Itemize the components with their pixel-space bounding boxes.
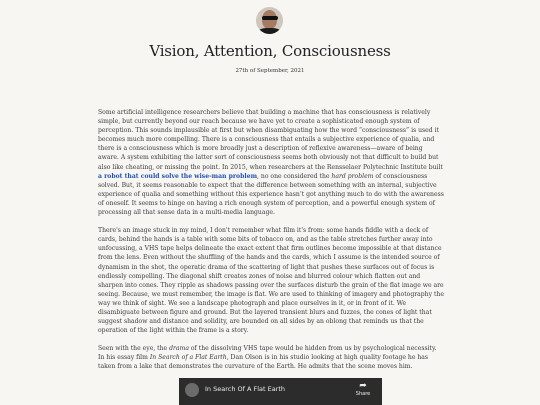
- film-title-emphasis: In Search of a Flat Earth: [149, 354, 227, 362]
- paragraph-3-text-a: Seen with the eye, the: [98, 345, 170, 353]
- wise-man-robot-link[interactable]: a robot that could solve the wise-man problem: [98, 172, 258, 180]
- share-label: Share: [355, 391, 371, 397]
- share-button[interactable]: [352, 381, 374, 397]
- paragraph-3-text-c: , Dan Olson is in his studio looking at high quality footage he has taken from a lake that demonstrates the curvature of the Earth. He admits that the scene moves him.: [98, 354, 429, 371]
- article-body: [98, 108, 444, 381]
- channel-avatar-icon: [185, 383, 199, 397]
- drama-emphasis: drama: [169, 345, 189, 353]
- post-date: 27th of September, 2021: [235, 68, 305, 74]
- paragraph-1-text-c: of consciousness solved. But, it seems reasonable to expect that the difference between something with an internal, subjective experience of qualia and something without this experience hasn’t got anything much to do with the awareness of oneself. It seems to hinge on having a rich enough system of perception, and a powerful enough system of processing all that sense data in a multi-media language.: [98, 172, 444, 217]
- video-title[interactable]: In Search Of A Flat Earth: [205, 385, 286, 393]
- share-arrow-icon: ➦: [359, 381, 367, 391]
- video-embed[interactable]: [179, 378, 382, 405]
- paragraph-1: [98, 108, 444, 217]
- paragraph-2: There's an image stuck in my mind, I don't remember what film it's from: some hands fiddle with a deck of cards, behind the hands is a table with some bits of tobacco on, and as the table stretches further away into unfocussing, a VHS tape helps delineate the exact extent that firm outlines become impossible at that distance from the lens. Even without the shuffling of the hands and the cards, which I assume is the intended source of dynamism in the shot, the operatic drama of the scattering of light that pushes these surfaces out of focus is endlessly compelling. The diagonal shift creates zones of noise and blurred colour which flatten out and sharpen into cones. They ripple as shadows passing over the surfaces disturb the grain of the flat image we are seeing. Because, we must remember, the image is flat. We are used to thinking of imagery and photography the way we think of sight. We see a landscape photograph and place ourselves in it, or in front of it. We disambiguate between figure and ground. But the layered transient blurs and fuzzes, the cones of light that suggest shadow and distance and solidity, are bounded on all sides by an oblong that reminds us that the operation of the light within the frame is a story.: [98, 227, 444, 335]
- paragraph-3: [98, 344, 444, 371]
- page-title: Vision, Attention, Consciousness: [149, 42, 391, 60]
- avatar-shirt: [258, 28, 281, 34]
- paragraph-3-text-b: of the dissolving VHS tape would be hidden from us by psychological necessity. In his essay film: [98, 345, 437, 362]
- avatar-sunglasses: [262, 16, 278, 20]
- paragraph-1-text-b: , no one considered the: [257, 172, 332, 180]
- author-avatar: [256, 7, 283, 34]
- hard-problem-emphasis: hard problem: [331, 172, 374, 180]
- paragraph-1-text-a: Some artificial intelligence researchers believe that building a machine that has consciousness is relatively simple, but currently beyond our reach because we have yet to create a sophisticated enough system of perception. This sounds implausible at first but when disambiguating how the word “consciousness” is used it becomes much more compelling. There is a consciousness that entails a subjective experience of qualia, and there is a consciousness which is more broadly just a description of reflexive awareness—aware of being aware. A system exhibiting the latter sort of consciousness seems both obviously not that difficult to build but also like cheating, or missing the point. In 2015, when researchers at the Rensselaer Polytechnic Institute built: [98, 109, 443, 171]
